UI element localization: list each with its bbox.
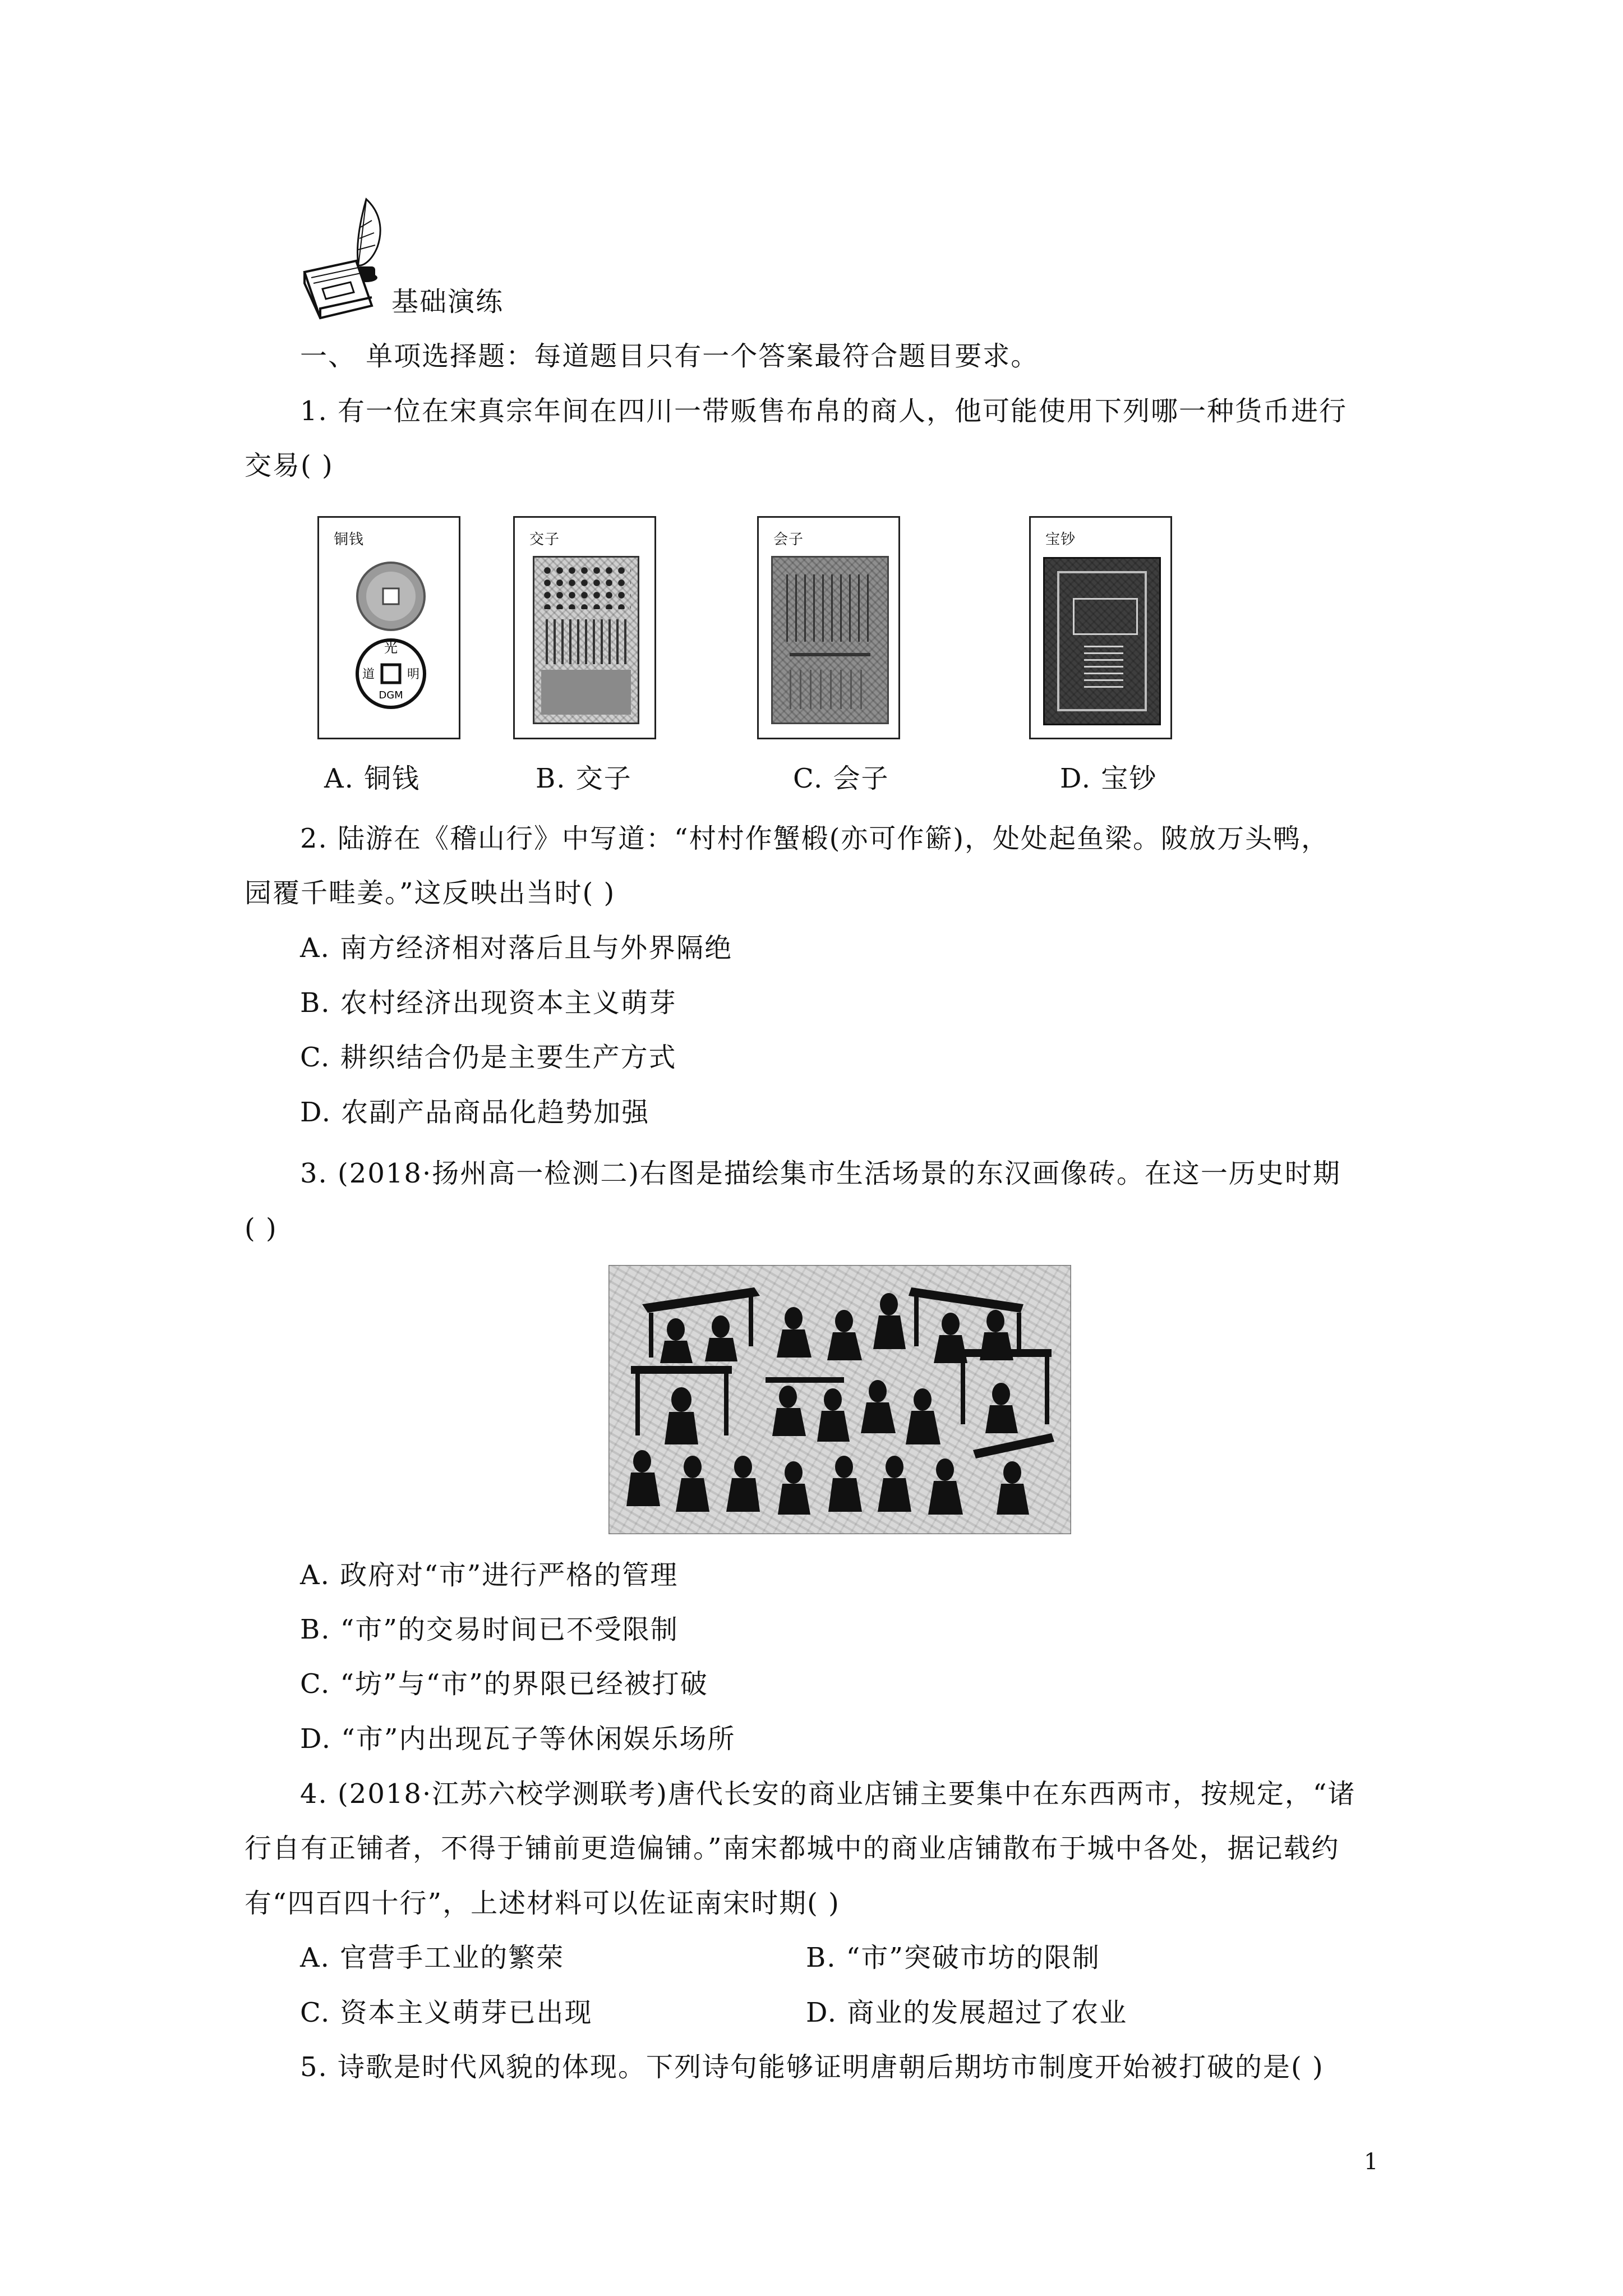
- question-4-line-3: 有“四百四十行”，上述材料可以佐证南宋时期( ): [245, 1888, 840, 1919]
- question-2-option-d: D. 农副产品商品化趋势加强: [300, 1097, 650, 1128]
- question-3-option-c: C. “坊”与“市”的界限已经被打破: [300, 1668, 708, 1700]
- question-4-option-d: D. 商业的发展超过了农业: [806, 1997, 1128, 2028]
- question-4-option-b: B. “市”突破市坊的限制: [806, 1942, 1100, 1973]
- question-1-option-c: C. 会子: [793, 763, 889, 794]
- baochao-banknote-image: [1043, 557, 1161, 725]
- copper-coin-image: [319, 518, 462, 741]
- question-1-line-1: 1. 有一位在宋真宗年间在四川一带贩售布帛的商人，他可能使用下列哪一种货币进行: [300, 395, 1348, 427]
- coin-card-caption: 铜钱: [334, 531, 365, 548]
- question-1-option-d: D. 宝钞: [1060, 763, 1158, 794]
- question-3-option-b: B. “市”的交易时间已不受限制: [300, 1614, 679, 1645]
- question-3-line-1: 3. (2018·扬州高一检测二)右图是描绘集市生活场景的东汉画像砖。在这一历史时期: [300, 1158, 1341, 1189]
- question-2-option-b: B. 农村经济出现资本主义萌芽: [300, 987, 677, 1019]
- question-4-option-a: A. 官营手工业的繁荣: [300, 1942, 565, 1973]
- page-number: 1: [1364, 2149, 1378, 2175]
- coin-card-caption: 宝钞: [1045, 531, 1076, 548]
- question-3-option-d: D. “市”内出现瓦子等休闲娱乐场所: [300, 1723, 736, 1755]
- question-1-option-b: B. 交子: [536, 763, 632, 794]
- question-5-line-1: 5. 诗歌是时代风貌的体现。下列诗句能够证明唐朝后期坊市制度开始被打破的是( ): [300, 2051, 1324, 2083]
- question-3-line-2: ( ): [245, 1213, 278, 1244]
- market-brick-relief-image: [608, 1265, 1071, 1534]
- coin-card-b: [513, 516, 656, 739]
- instructions: 一、 单项选择题：每道题目只有一个答案最符合题目要求。: [300, 341, 1039, 372]
- coin-glyph-bottom: DGM: [379, 689, 403, 701]
- coin-card-d: [1029, 516, 1172, 739]
- coin-card-caption: 会子: [773, 531, 804, 548]
- coin-card-a: [317, 516, 460, 739]
- question-2-option-a: A. 南方经济相对落后且与外界隔绝: [300, 932, 733, 964]
- question-4-option-c: C. 资本主义萌芽已出现: [300, 1997, 593, 2028]
- book-quill-icon: [300, 194, 393, 323]
- coin-glyph-right: 明: [407, 668, 420, 682]
- question-1-line-2: 交易( ): [245, 450, 334, 481]
- question-3-option-a: A. 政府对“市”进行严格的管理: [300, 1559, 679, 1591]
- section-title: 基础演练: [391, 286, 504, 318]
- question-2-option-c: C. 耕织结合仍是主要生产方式: [300, 1042, 677, 1073]
- question-4-line-2: 行自有正铺者，不得于铺前更造偏铺。”南宋都城中的商业店铺散布于城中各处，据记载约: [245, 1833, 1340, 1864]
- huizi-banknote-image: [771, 556, 889, 724]
- question-2-line-2: 园覆千畦姜。”这反映出当时( ): [245, 877, 616, 909]
- question-4-line-1: 4. (2018·江苏六校学测联考)唐代长安的商业店铺主要集中在东西两市，按规定，“诸: [300, 1778, 1356, 1810]
- coin-glyph-left: 道: [362, 668, 375, 682]
- jiaozi-banknote-image: [533, 556, 639, 724]
- coin-card-c: [757, 516, 900, 739]
- question-1-option-a: A. 铜钱: [324, 763, 421, 794]
- coin-glyph-top: 光: [384, 640, 398, 656]
- question-2-line-1: 2. 陆游在《稽山行》中写道：“村村作蟹椴(亦可作簖)，处处起鱼梁。陂放万头鸭，: [300, 823, 1330, 854]
- coin-card-caption: 交子: [529, 531, 560, 548]
